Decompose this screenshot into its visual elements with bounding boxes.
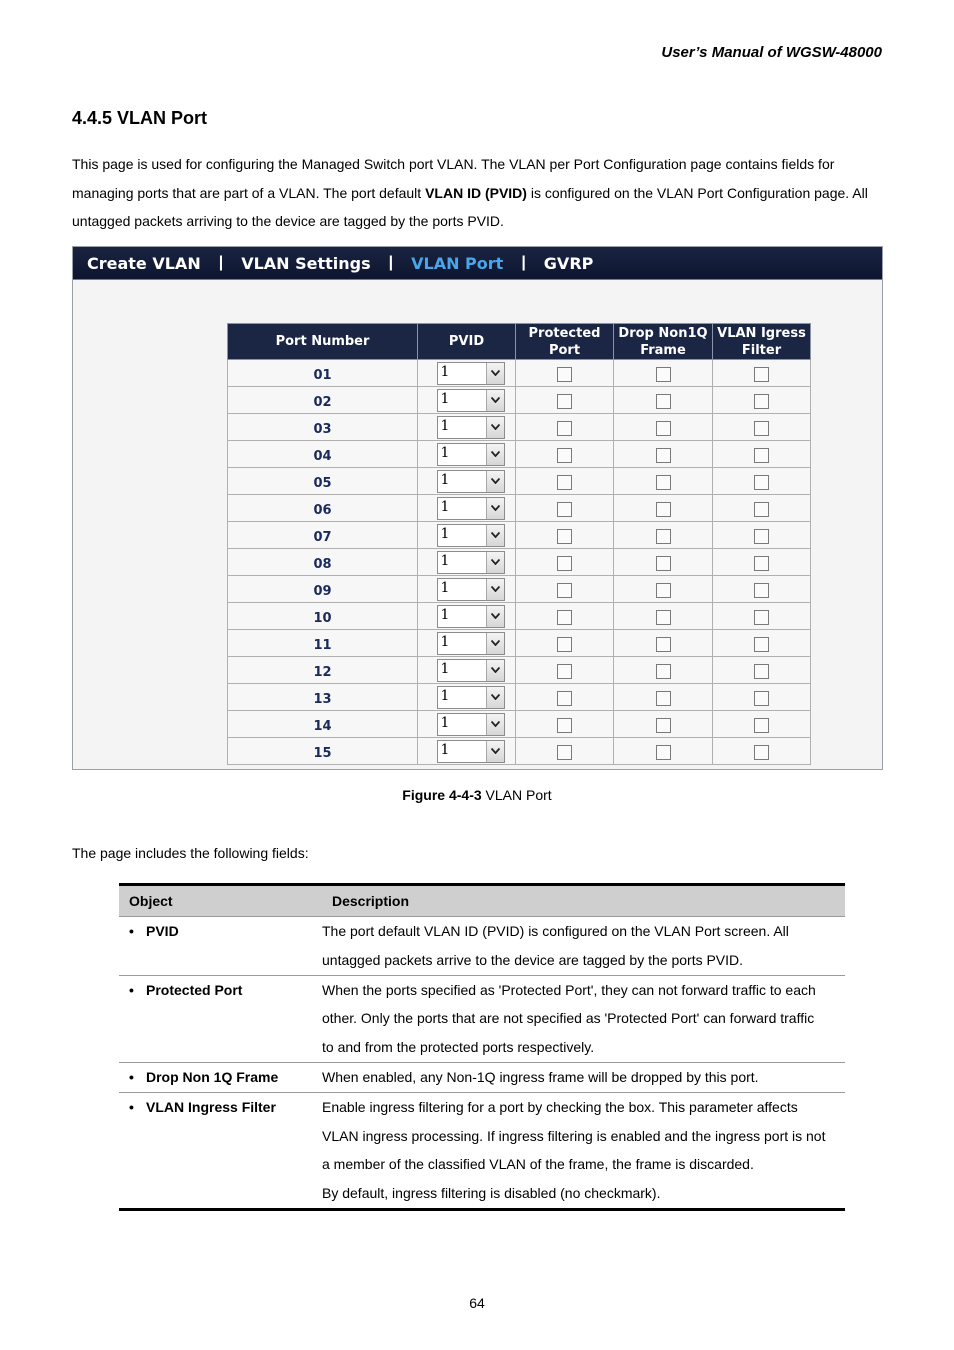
pvid-cell: [418, 684, 516, 711]
ingress-filter-cell: [713, 630, 811, 657]
ingress-filter-checkbox[interactable]: [754, 610, 769, 625]
col-drop-non1q: Drop Non1Q Frame: [614, 324, 713, 360]
drop-non1q-cell: [614, 441, 713, 468]
pvid-cell: [418, 549, 516, 576]
protected-port-checkbox[interactable]: [557, 475, 572, 490]
table-row: [228, 711, 811, 738]
ingress-filter-checkbox[interactable]: [754, 664, 769, 679]
port-number: 03: [313, 421, 332, 437]
pvid-cell: [418, 441, 516, 468]
pvid-select[interactable]: [437, 632, 505, 655]
pvid-cell: [418, 738, 516, 765]
ingress-filter-cell: [713, 468, 811, 495]
chevron-down-icon[interactable]: [486, 444, 504, 465]
pvid-value: 1: [440, 606, 450, 623]
ingress-filter-checkbox[interactable]: [754, 583, 769, 598]
pvid-value: 1: [440, 633, 450, 650]
bullet-icon: •: [129, 981, 134, 998]
table-row: [119, 975, 845, 1062]
vlan-port-screenshot: [72, 246, 883, 770]
ingress-filter-cell: [713, 603, 811, 630]
ingress-filter-cell: [713, 549, 811, 576]
drop-non1q-checkbox[interactable]: [656, 367, 671, 382]
drop-non1q-cell: [614, 684, 713, 711]
figure-caption: [0, 787, 954, 803]
table-row: [228, 738, 811, 765]
protected-port-cell: [516, 522, 614, 549]
protected-port-cell: [516, 603, 614, 630]
drop-non1q-checkbox[interactable]: [656, 502, 671, 517]
protected-port-cell: [516, 630, 614, 657]
port-number-cell: [228, 684, 418, 711]
pvid-value: 1: [440, 687, 450, 704]
object-name: PVID: [146, 923, 179, 939]
pvid-select[interactable]: [437, 551, 505, 574]
drop-non1q-checkbox[interactable]: [656, 718, 671, 733]
protected-port-checkbox[interactable]: [557, 691, 572, 706]
port-number: 09: [313, 583, 332, 599]
protected-port-checkbox[interactable]: [557, 664, 572, 679]
protected-port-checkbox[interactable]: [557, 583, 572, 598]
nav-vlan-settings[interactable]: VLAN Settings: [241, 253, 371, 273]
chevron-down-icon[interactable]: [486, 660, 504, 681]
table-row: [228, 495, 811, 522]
protected-port-cell: [516, 684, 614, 711]
pvid-select[interactable]: [437, 659, 505, 682]
drop-non1q-checkbox[interactable]: [656, 394, 671, 409]
table-row: [119, 917, 845, 976]
drop-non1q-cell: [614, 468, 713, 495]
drop-non1q-cell: [614, 603, 713, 630]
port-number: 11: [313, 637, 332, 653]
object-name: Drop Non 1Q Frame: [146, 1068, 279, 1085]
col-protected-port: Protected Port: [516, 324, 614, 360]
pvid-value: 1: [440, 417, 450, 434]
drop-non1q-cell: [614, 549, 713, 576]
ingress-filter-checkbox[interactable]: [754, 448, 769, 463]
drop-non1q-cell: [614, 414, 713, 441]
table-row: [228, 441, 811, 468]
ingress-filter-checkbox[interactable]: [754, 475, 769, 490]
nav-gvrp[interactable]: GVRP: [543, 253, 594, 273]
figure-caption-text: VLAN Port: [481, 787, 552, 803]
header-description: Description: [322, 885, 845, 917]
ingress-filter-checkbox[interactable]: [754, 421, 769, 436]
chevron-down-icon[interactable]: [486, 714, 504, 735]
port-number: 12: [313, 664, 332, 680]
ingress-filter-checkbox[interactable]: [754, 718, 769, 733]
protected-port-cell: [516, 387, 614, 414]
port-number-cell: [228, 468, 418, 495]
intro-text-2: is configured on the VLAN Port Configuration page. All untagged packets arriving to the device are tagged by the ports PVID.: [72, 184, 868, 229]
pvid-select[interactable]: [437, 740, 505, 763]
ingress-filter-cell: [713, 414, 811, 441]
ingress-filter-cell: [713, 684, 811, 711]
description-cell: [322, 975, 845, 1062]
drop-non1q-checkbox[interactable]: [656, 583, 671, 598]
chevron-down-icon[interactable]: [486, 498, 504, 519]
col-port-number: Port Number: [228, 324, 418, 360]
drop-non1q-checkbox[interactable]: [656, 745, 671, 760]
ingress-filter-checkbox[interactable]: [754, 502, 769, 517]
field-description-table: [119, 883, 845, 1211]
protected-port-cell: [516, 549, 614, 576]
pvid-cell: [418, 387, 516, 414]
ingress-filter-cell: [713, 441, 811, 468]
port-number-cell: [228, 603, 418, 630]
port-number-cell: [228, 549, 418, 576]
pvid-select[interactable]: [437, 362, 505, 385]
drop-non1q-checkbox[interactable]: [656, 421, 671, 436]
pvid-select[interactable]: [437, 443, 505, 466]
object-cell: [119, 1062, 322, 1092]
pvid-value: 1: [440, 579, 450, 596]
chevron-down-icon[interactable]: [486, 552, 504, 573]
drop-non1q-cell: [614, 657, 713, 684]
port-number: 10: [313, 610, 332, 626]
drop-non1q-checkbox[interactable]: [656, 529, 671, 544]
chevron-down-icon[interactable]: [486, 606, 504, 627]
nav-create-vlan[interactable]: Create VLAN: [87, 253, 201, 273]
ingress-filter-checkbox[interactable]: [754, 529, 769, 544]
description-cell: [322, 1092, 845, 1209]
protected-port-cell: [516, 657, 614, 684]
pvid-value: 1: [440, 525, 450, 542]
description-line: a member of the classified VLAN of the frame, the frame is discarded.: [322, 1156, 754, 1173]
chevron-down-icon[interactable]: [486, 363, 504, 384]
pvid-select[interactable]: [437, 605, 505, 628]
drop-non1q-checkbox[interactable]: [656, 475, 671, 490]
pvid-cell: [418, 414, 516, 441]
chevron-down-icon[interactable]: [486, 741, 504, 762]
pvid-value: 1: [440, 741, 450, 758]
pvid-cell: [418, 522, 516, 549]
pvid-value: 1: [440, 444, 450, 461]
manual-title: User’s Manual of WGSW-48000: [661, 44, 882, 61]
col-pvid: PVID: [418, 324, 516, 360]
ingress-filter-cell: [713, 522, 811, 549]
bullet-icon: •: [129, 1098, 134, 1115]
pvid-cell: [418, 360, 516, 387]
chevron-down-icon[interactable]: [486, 525, 504, 546]
port-number-cell: [228, 522, 418, 549]
table-row: [119, 1092, 845, 1209]
protected-port-checkbox[interactable]: [557, 610, 572, 625]
pvid-select[interactable]: [437, 416, 505, 439]
protected-port-cell: [516, 738, 614, 765]
protected-port-cell: [516, 414, 614, 441]
intro-text-1: This page is used for configuring the Managed Switch port VLAN. The VLAN per Port Configuration page contains fields for managing ports that are part of a VLAN. The port default: [72, 156, 835, 201]
port-number-cell: [228, 441, 418, 468]
protected-port-checkbox[interactable]: [557, 421, 572, 436]
protected-port-checkbox[interactable]: [557, 718, 572, 733]
port-number-cell: [228, 657, 418, 684]
drop-non1q-checkbox[interactable]: [656, 610, 671, 625]
protected-port-checkbox[interactable]: [557, 556, 572, 571]
pvid-select[interactable]: [437, 389, 505, 412]
pvid-value: 1: [440, 498, 450, 515]
drop-non1q-cell: [614, 711, 713, 738]
pvid-select[interactable]: [437, 686, 505, 709]
fields-intro: The page includes the following fields:: [72, 845, 309, 861]
drop-non1q-cell: [614, 630, 713, 657]
pvid-cell: [418, 576, 516, 603]
pvid-cell: [418, 630, 516, 657]
col-ingress-filter: VLAN Igress Filter: [713, 324, 811, 360]
port-number-cell: [228, 495, 418, 522]
object-cell: [119, 917, 322, 976]
drop-non1q-checkbox[interactable]: [656, 691, 671, 706]
ingress-filter-checkbox[interactable]: [754, 745, 769, 760]
port-number-cell: [228, 738, 418, 765]
drop-non1q-checkbox[interactable]: [656, 448, 671, 463]
protected-port-checkbox[interactable]: [557, 637, 572, 652]
description-line: to and from the protected ports respectively.: [322, 1039, 595, 1056]
description-line: When the ports specified as 'Protected Port', they can not forward traffic to each: [322, 981, 816, 998]
chevron-down-icon[interactable]: [486, 417, 504, 438]
ingress-filter-cell: [713, 387, 811, 414]
intro-bold-term: VLAN ID (PVID): [425, 184, 527, 201]
table-row: [228, 576, 811, 603]
port-number: 07: [313, 529, 332, 545]
port-number: 01: [313, 367, 332, 383]
drop-non1q-cell: [614, 738, 713, 765]
protected-port-checkbox[interactable]: [557, 448, 572, 463]
object-name: Protected Port: [146, 981, 243, 998]
ingress-filter-cell: [713, 576, 811, 603]
table-row: [228, 360, 811, 387]
protected-port-checkbox[interactable]: [557, 367, 572, 382]
port-number-cell: [228, 711, 418, 738]
description-line: The port default VLAN ID (PVID) is configured on the VLAN Port screen. All: [322, 923, 789, 939]
protected-port-checkbox[interactable]: [557, 745, 572, 760]
description-line: When enabled, any Non-1Q ingress frame will be dropped by this port.: [322, 1068, 759, 1085]
intro-paragraph: [72, 150, 884, 236]
port-number-cell: [228, 576, 418, 603]
page-number: 64: [469, 1295, 485, 1311]
drop-non1q-cell: [614, 576, 713, 603]
table-row: [228, 468, 811, 495]
ingress-filter-cell: [713, 657, 811, 684]
chevron-down-icon[interactable]: [486, 687, 504, 708]
figure-label: Figure 4-4-3: [402, 787, 482, 803]
ingress-filter-cell: [713, 360, 811, 387]
pvid-cell: [418, 495, 516, 522]
ingress-filter-checkbox[interactable]: [754, 637, 769, 652]
ingress-filter-checkbox[interactable]: [754, 691, 769, 706]
nav-vlan-port[interactable]: VLAN Port: [411, 253, 504, 273]
port-number-cell: [228, 387, 418, 414]
drop-non1q-cell: [614, 522, 713, 549]
object-name: VLAN Ingress Filter: [146, 1098, 276, 1115]
drop-non1q-checkbox[interactable]: [656, 664, 671, 679]
pvid-value: 1: [440, 714, 450, 731]
description-line: By default, ingress filtering is disabled (no checkmark).: [322, 1185, 661, 1202]
protected-port-checkbox[interactable]: [557, 502, 572, 517]
pvid-select[interactable]: [437, 713, 505, 736]
table-row: [228, 414, 811, 441]
table-row: [228, 387, 811, 414]
ingress-filter-checkbox[interactable]: [754, 394, 769, 409]
protected-port-checkbox[interactable]: [557, 394, 572, 409]
description-cell: [322, 1062, 845, 1092]
description-line: VLAN ingress processing. If ingress filtering is enabled and the ingress port is not: [322, 1127, 826, 1144]
pvid-value: 1: [440, 660, 450, 677]
table-row: [228, 549, 811, 576]
pvid-select[interactable]: [437, 470, 505, 493]
drop-non1q-checkbox[interactable]: [656, 637, 671, 652]
pvid-select[interactable]: [437, 524, 505, 547]
description-line: Enable ingress filtering for a port by checking the box. This parameter affects: [322, 1098, 798, 1115]
pvid-select[interactable]: [437, 578, 505, 601]
protected-port-cell: [516, 360, 614, 387]
pvid-value: 1: [440, 390, 450, 407]
pvid-value: 1: [440, 552, 450, 569]
port-number-cell: [228, 360, 418, 387]
nav-separator: |: [388, 254, 394, 271]
drop-non1q-cell: [614, 495, 713, 522]
pvid-cell: [418, 711, 516, 738]
description-line: untagged packets arrive to the device are tagged by the ports PVID.: [322, 951, 744, 968]
bullet-icon: •: [129, 1068, 134, 1085]
port-number: 02: [313, 394, 332, 410]
ingress-filter-checkbox[interactable]: [754, 367, 769, 382]
protected-port-cell: [516, 441, 614, 468]
protected-port-cell: [516, 495, 614, 522]
table-row: [228, 522, 811, 549]
bullet-icon: •: [129, 923, 134, 939]
protected-port-cell: [516, 468, 614, 495]
table-row: [119, 1062, 845, 1092]
chevron-down-icon[interactable]: [486, 633, 504, 654]
nav-separator: |: [521, 254, 526, 271]
pvid-cell: [418, 603, 516, 630]
object-cell: [119, 1092, 322, 1209]
object-cell: [119, 975, 322, 1062]
drop-non1q-cell: [614, 387, 713, 414]
section-title: 4.4.5 VLAN Port: [72, 108, 208, 128]
port-number: 04: [313, 448, 332, 464]
ingress-filter-cell: [713, 495, 811, 522]
pvid-cell: [418, 657, 516, 684]
ingress-filter-cell: [713, 738, 811, 765]
chevron-down-icon[interactable]: [486, 471, 504, 492]
description-cell: [322, 917, 845, 976]
port-number: 06: [313, 502, 332, 518]
table-row: [228, 684, 811, 711]
pvid-cell: [418, 468, 516, 495]
port-number-cell: [228, 630, 418, 657]
table-row: [228, 657, 811, 684]
header-object: Object: [119, 885, 322, 917]
protected-port-checkbox[interactable]: [557, 529, 572, 544]
pvid-select[interactable]: [437, 497, 505, 520]
protected-port-cell: [516, 576, 614, 603]
nav-separator: |: [218, 254, 224, 271]
ingress-filter-cell: [713, 711, 811, 738]
port-number: 08: [313, 556, 332, 572]
vlan-port-table: [227, 323, 811, 765]
port-number-cell: [228, 414, 418, 441]
chevron-down-icon[interactable]: [486, 579, 504, 600]
vlan-nav-bar: [73, 247, 882, 280]
port-number: 13: [313, 691, 332, 707]
port-number: 05: [313, 475, 332, 491]
protected-port-cell: [516, 711, 614, 738]
table-row: [228, 630, 811, 657]
drop-non1q-cell: [614, 360, 713, 387]
description-line: other. Only the ports that are not specified as 'Protected Port' can forward traffic: [322, 1010, 815, 1027]
port-number: 14: [313, 718, 332, 734]
table-row: [228, 603, 811, 630]
pvid-value: 1: [440, 363, 450, 380]
chevron-down-icon[interactable]: [486, 390, 504, 411]
port-number: 15: [313, 745, 332, 761]
drop-non1q-checkbox[interactable]: [656, 556, 671, 571]
pvid-value: 1: [440, 471, 450, 488]
ingress-filter-checkbox[interactable]: [754, 556, 769, 571]
